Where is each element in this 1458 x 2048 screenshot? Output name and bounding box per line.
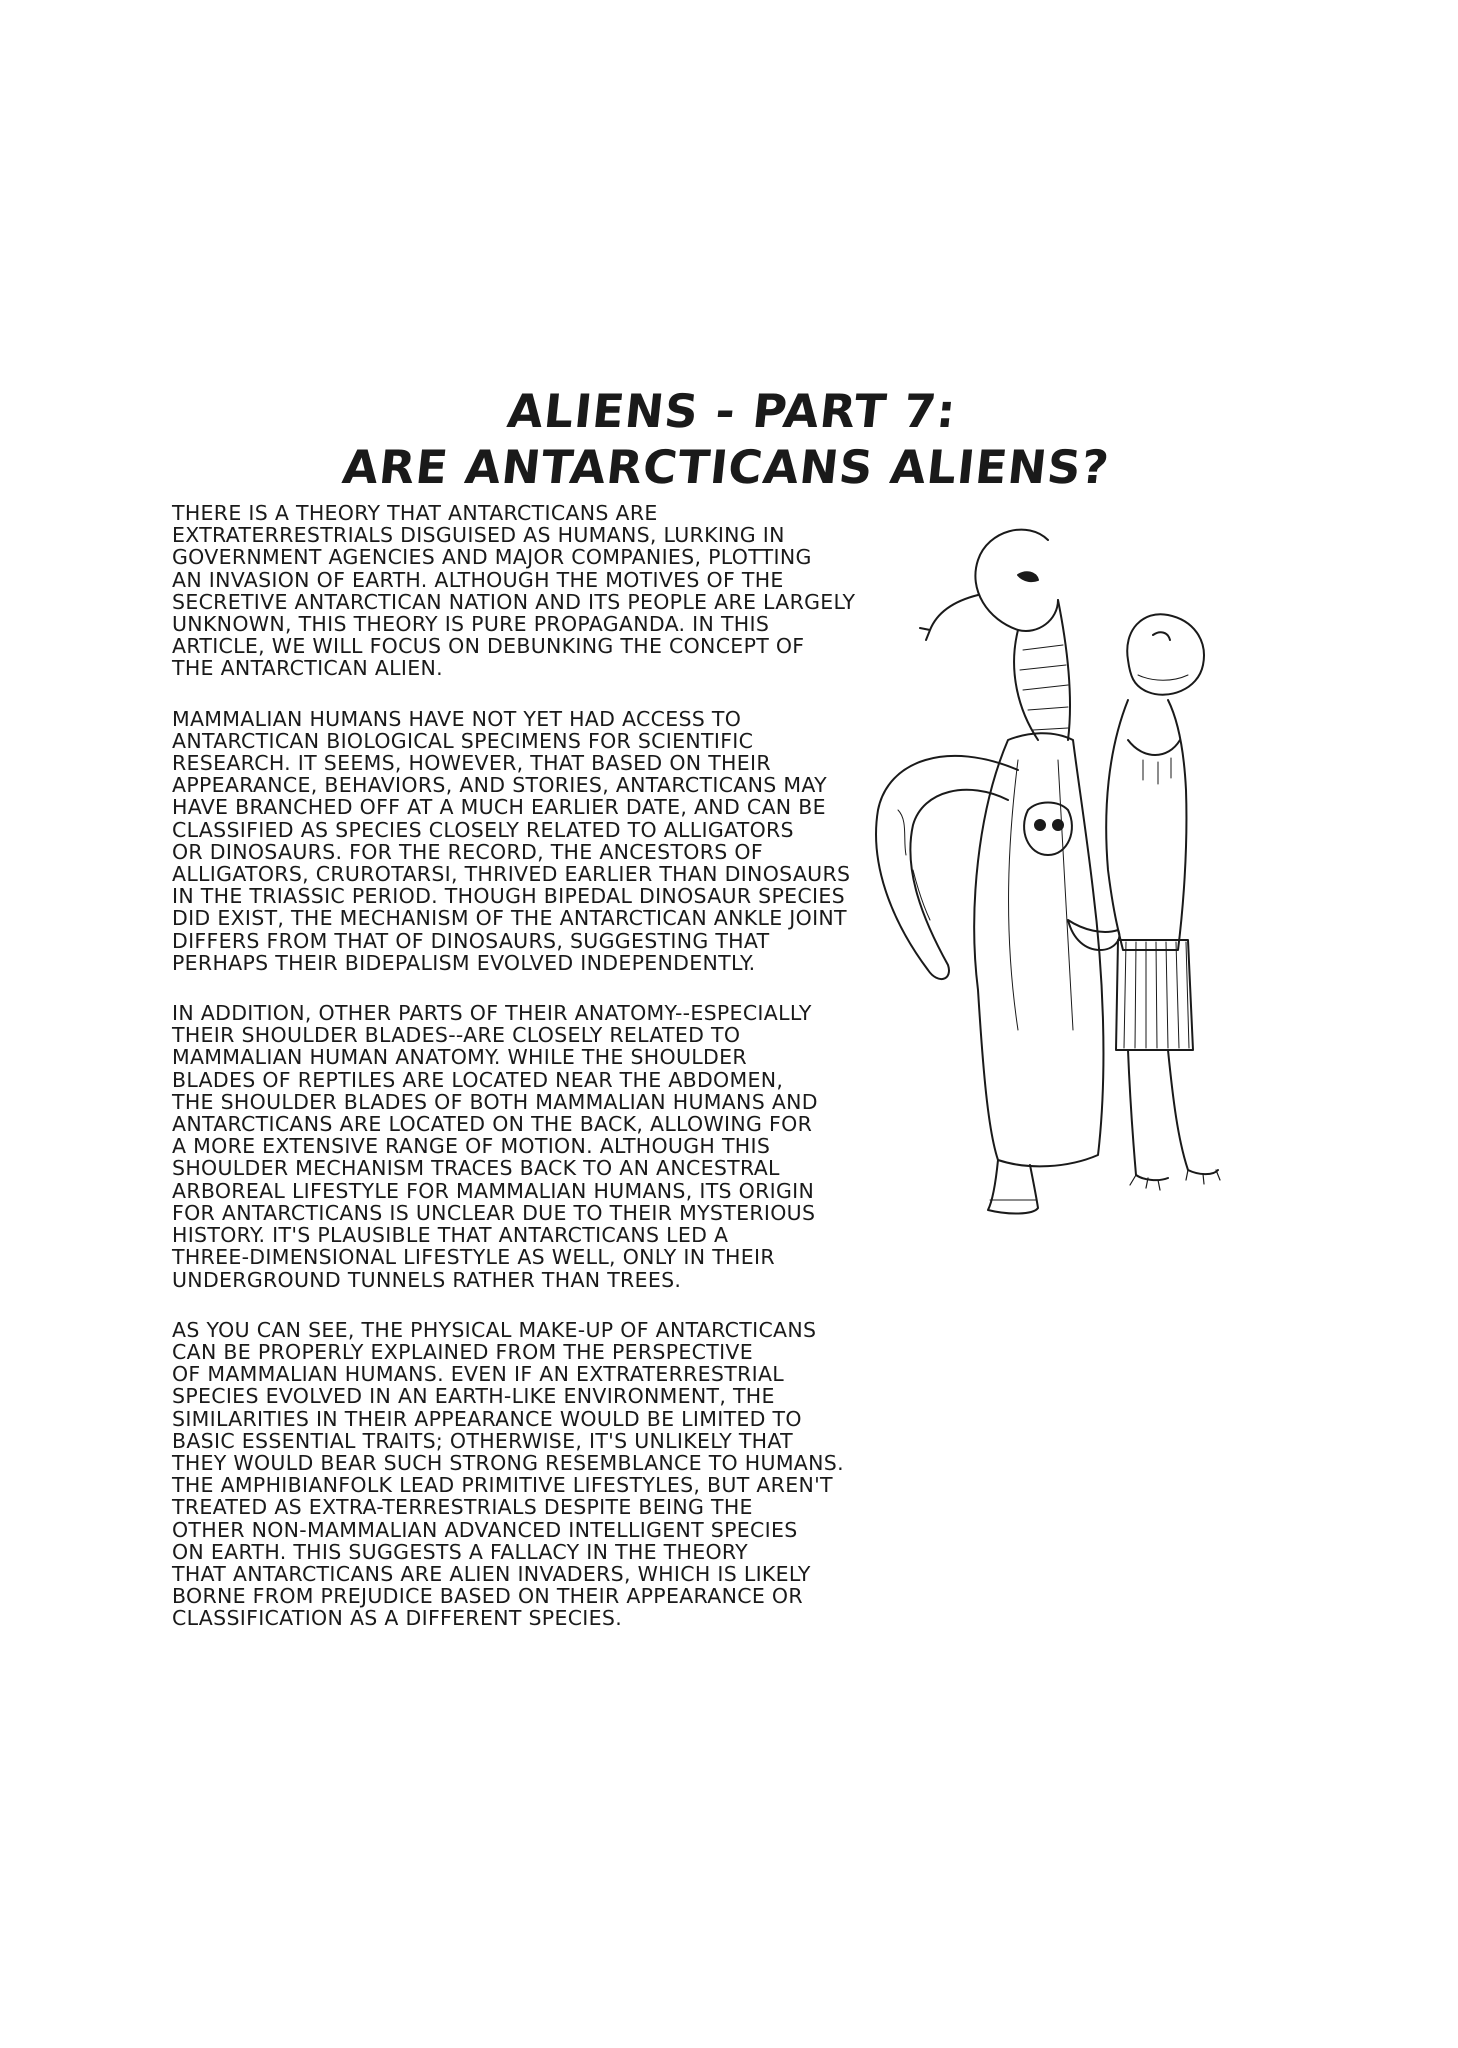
page-title: [0, 383, 1458, 495]
paragraph-4: AS YOU CAN SEE, THE PHYSICAL MAKE-UP OF ANTARCTICANS CAN BE PROPERLY EXPLAINED FROM THE PERSPECTIVE OF MAMMALIAN HUMANS. EVEN IF AN EXTRATERRESTRIAL SPECIES EVOLVED IN AN EARTH-LIKE ENVIRONMENT, THE SIMILARITIES IN THEIR APPEARANCE WOULD BE LIMITED TO BASIC ESSENTIAL TRAITS; OTHERWISE, IT'S UNLIKELY THAT THEY WOULD BEAR SUCH STRONG RESEMBLANCE TO HUMANS. THE AMPHIBIANFOLK LEAD PRIMITIVE LIFESTYLES, BUT AREN'T TREATED AS EXTRA-TERRESTRIALS DESPITE BEING THE OTHER NON-MAMMALIAN ADVANCED INTELLIGENT SPECIES ON EARTH. THIS SUGGESTS A FALLACY IN THE THEORY THAT ANTARCTICANS ARE ALIEN INVADERS, WHICH IS LIKELY BORNE FROM PREJUDICE BASED ON THEIR APPEARANCE OR CLASSIFICATION AS A DIFFERENT SPECIES.: [172, 1317, 844, 1631]
paragraph-1: THERE IS A THEORY THAT ANTARCTICANS ARE EXTRATERRESTRIALS DISGUISED AS HUMANS, LURKING IN GOVERNMENT AGENCIES AND MAJOR COMPANIES, PLOTTING AN INVASION OF EARTH. ALTHOUGH THE MOTIVES OF THE SECRETIVE ANTARCTICAN NATION AND ITS PEOPLE ARE LARGELY UNKNOWN, THIS THEORY IS PURE PROPAGANDA. IN THIS ARTICLE, WE WILL FOCUS ON DEBUNKING THE CONCEPT OF THE ANTARCTICAN ALIEN.: [172, 501, 856, 681]
robe-shape: [974, 733, 1103, 1166]
skull-ornament: [1024, 803, 1072, 856]
grass-skirt: [1116, 940, 1193, 1050]
paragraph-3: IN ADDITION, OTHER PARTS OF THEIR ANATOMY--ESPECIALLY THEIR SHOULDER BLADES--ARE CLOSELY RELATED TO MAMMALIAN HUMAN ANATOMY. WHILE THE SHOULDER BLADES OF REPTILES ARE LOCATED NEAR THE ABDOMEN, THE SHOULDER BLADES OF BOTH MAMMALIAN HUMANS AND ANTARCTICANS ARE LOCATED ON THE BACK, ALLOWING FOR A MORE EXTENSIVE RANGE OF MOTION. ALTHOUGH THIS SHOULDER MECHANISM TRACES BACK TO AN ANCESTRAL ARBOREAL LIFESTYLE FOR MAMMALIAN HUMANS, ITS ORIGIN FOR ANTARCTICANS IS UNCLEAR DUE TO THEIR MYSTERIOUS HISTORY. IT'S PLAUSIBLE THAT ANTARCTICANS LED A THREE-DIMENSIONAL LIFESTYLE AS WELL, ONLY IN THEIR UNDERGROUND TUNNELS RATHER THAN TREES.: [172, 1001, 818, 1292]
frog-necklace: [1128, 740, 1180, 755]
title-line-1: ALIENS - PART 7:: [504, 383, 959, 438]
article-body: [172, 502, 892, 1658]
tail-shape: [876, 756, 1018, 979]
snake-tongue: [920, 595, 978, 640]
antarctican-figures-illustration: [868, 510, 1348, 1230]
frog-body: [1106, 700, 1186, 950]
title-line-2: ARE ANTARCTICANS ALIENS?: [340, 439, 1113, 494]
illustration-drawing: [868, 510, 1348, 1230]
snake-head: [975, 530, 1058, 631]
frog-legs: [1128, 1050, 1218, 1180]
clasped-hands: [1068, 920, 1119, 950]
paragraph-2: MAMMALIAN HUMANS HAVE NOT YET HAD ACCESS TO ANTARCTICAN BIOLOGICAL SPECIMENS FOR SCIENTIFIC RESEARCH. IT SEEMS, HOWEVER, THAT BASED ON THEIR APPEARANCE, BEHAVIORS, AND STORIES, ANTARCTICANS MAY HAVE BRANCHED OFF AT A MUCH EARLIER DATE, AND CAN BE CLASSIFIED AS SPECIES CLOSELY RELATED TO ALLIGATORS OR DINOSAURS. FOR THE RECORD, THE ANCESTORS OF ALLIGATORS, CRUROTARSI, THRIVED EARLIER THAN DINOSAURS IN THE TRIASSIC PERIOD. THOUGH BIPEDAL DINOSAUR SPECIES DID EXIST, THE MECHANISM OF THE ANTARCTICAN ANKLE JOINT DIFFERS FROM THAT OF DINOSAURS, SUGGESTING THAT PERHAPS THEIR BIDEPALISM EVOLVED INDEPENDENTLY.: [172, 706, 851, 975]
left-foot: [988, 1160, 1038, 1214]
frog-head: [1127, 614, 1204, 694]
